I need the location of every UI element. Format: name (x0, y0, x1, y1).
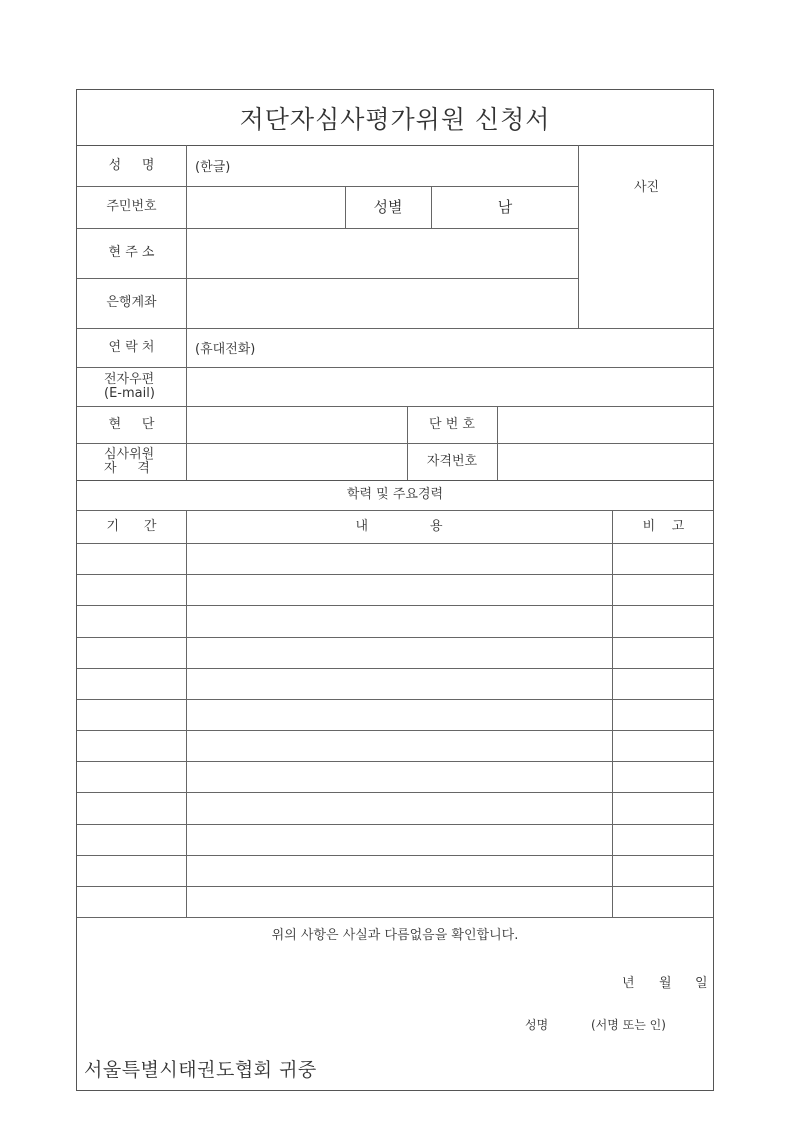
year-label: 년 (622, 976, 635, 991)
career-period-cell[interactable] (78, 669, 185, 698)
career-period-cell[interactable] (78, 606, 185, 635)
career-content-cell[interactable] (187, 544, 611, 573)
career-note-cell[interactable] (613, 793, 714, 822)
current-dan-label: 현 단 (108, 416, 155, 432)
bank-account-label: 은행계좌 (106, 295, 157, 310)
signature-hint[interactable]: (서명 또는 인) (591, 1018, 666, 1032)
career-period-cell[interactable] (78, 544, 185, 573)
current-dan-field[interactable] (187, 407, 406, 442)
address-field[interactable] (187, 229, 577, 277)
career-period-cell[interactable] (78, 793, 185, 822)
career-heading: 학력 및 주요경력 (346, 487, 444, 502)
email-field[interactable] (187, 368, 713, 405)
name-label: 성 명 (108, 157, 155, 173)
career-period-cell[interactable] (78, 638, 185, 667)
career-note-cell[interactable] (613, 700, 714, 729)
career-note-cell[interactable] (613, 731, 714, 760)
addressee-footer: 서울특별시태권도협회 귀중 (84, 1059, 317, 1081)
month-label: 월 (659, 976, 672, 991)
career-period-cell[interactable] (78, 731, 185, 760)
career-content-cell[interactable] (187, 700, 611, 729)
career-note-cell[interactable] (613, 856, 714, 885)
qualification-number-label: 자격번호 (426, 453, 478, 469)
gender-label: 성별 (373, 198, 403, 216)
career-period-cell[interactable] (78, 700, 185, 729)
contact-label: 연 락 처 (108, 339, 155, 355)
qualification-field[interactable] (187, 444, 406, 479)
email-label-line2: (E-mail) (104, 385, 155, 401)
address-label: 현 주 소 (108, 245, 155, 260)
career-content-cell[interactable] (187, 793, 611, 822)
career-note-cell[interactable] (613, 669, 714, 698)
application-form (76, 89, 714, 1091)
signature-name-label: 성명 (525, 1018, 549, 1032)
career-content-cell[interactable] (187, 856, 611, 885)
dan-number-label: 단 번 호 (429, 416, 475, 432)
qualification-label-line2: 자 격 (104, 460, 150, 476)
dan-number-field[interactable] (498, 407, 713, 442)
career-note-cell[interactable] (613, 575, 714, 604)
period-column-header: 기 간 (106, 518, 157, 534)
career-period-cell[interactable] (78, 825, 185, 854)
career-content-cell[interactable] (187, 575, 611, 604)
form-title: 저단자심사평가위원 신청서 (77, 90, 713, 146)
bank-account-field[interactable] (187, 279, 577, 327)
career-period-cell[interactable] (78, 856, 185, 885)
career-note-cell[interactable] (613, 544, 714, 573)
career-content-cell[interactable] (187, 731, 611, 760)
career-content-cell[interactable] (187, 762, 611, 791)
name-field[interactable]: (한글) (195, 160, 231, 175)
note-column-header: 비 고 (642, 518, 685, 534)
content-column-header: 내 용 (355, 518, 443, 534)
career-content-cell[interactable] (187, 638, 611, 667)
career-note-cell[interactable] (613, 762, 714, 791)
qualification-number-field[interactable] (498, 444, 713, 479)
judge-qualification-label (77, 443, 186, 480)
gender-field[interactable]: 남 (497, 198, 513, 216)
career-content-cell[interactable] (187, 606, 611, 635)
career-note-cell[interactable] (613, 825, 714, 854)
career-content-cell[interactable] (187, 887, 611, 916)
career-content-cell[interactable] (187, 825, 611, 854)
career-note-cell[interactable] (613, 638, 714, 667)
career-note-cell[interactable] (613, 887, 714, 916)
photo-box: 사진 (633, 179, 660, 195)
contact-field[interactable]: (휴대전화) (195, 342, 256, 357)
resident-number-label: 주민번호 (106, 199, 157, 214)
resident-number-field[interactable] (187, 187, 344, 227)
career-note-cell[interactable] (613, 606, 714, 635)
confirmation-statement: 위의 사항은 사실과 다름없음을 확인합니다. (271, 928, 519, 943)
email-label (77, 367, 186, 406)
divider (77, 917, 713, 918)
career-period-cell[interactable] (78, 887, 185, 916)
day-label: 일 (695, 976, 708, 991)
qualification-label-line1: 심사위원 (104, 446, 155, 462)
career-period-cell[interactable] (78, 575, 185, 604)
email-label-line1: 전자우편 (104, 371, 155, 387)
career-period-cell[interactable] (78, 762, 185, 791)
career-content-cell[interactable] (187, 669, 611, 698)
